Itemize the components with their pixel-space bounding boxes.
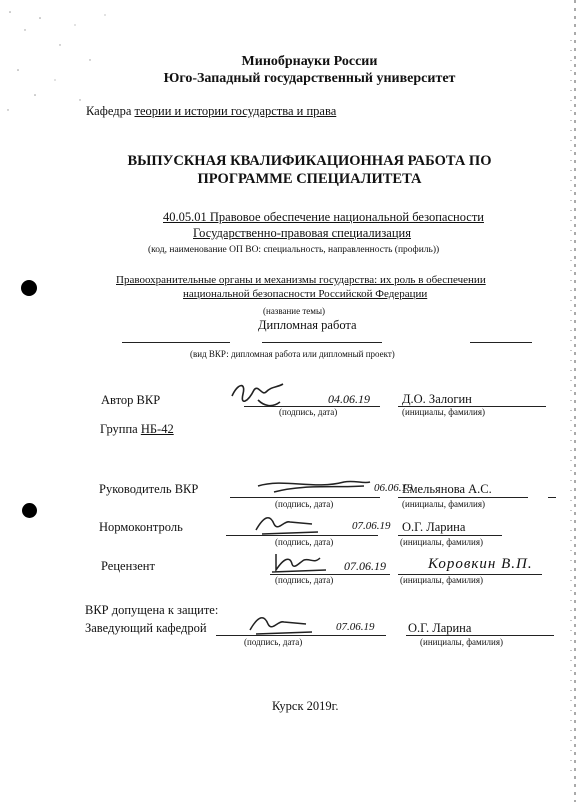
- supervisor-signature: [254, 472, 374, 498]
- admission-signature: [246, 610, 316, 638]
- reviewer-date: 07.06.19: [344, 559, 386, 573]
- admission-sign-caption: (подпись, дата): [244, 637, 303, 647]
- scan-noise-right-edge: [559, 0, 579, 802]
- punch-hole-bottom: [22, 503, 37, 518]
- normcontrol-name-caption: (инициалы, фамилия): [400, 537, 483, 547]
- supervisor-name-caption: (инициалы, фамилия): [402, 499, 485, 509]
- admission-name: О.Г. Ларина: [408, 621, 472, 635]
- admission-date: 07.06.19: [336, 621, 375, 633]
- department-name: теории и истории государства и права: [134, 104, 337, 118]
- topic-caption: (название темы): [263, 306, 326, 316]
- normcontrol-signature: [252, 510, 322, 538]
- normcontrol-name-line: [398, 535, 502, 536]
- normcontrol-date: 07.06.19: [352, 520, 391, 532]
- admission-name-line: [406, 635, 554, 636]
- supervisor-date: 06.06.19: [374, 482, 413, 494]
- supervisor-name: Емельянова А.С.: [402, 482, 492, 496]
- topic-line2: национальной безопасности Российской Федерации: [183, 288, 428, 300]
- program-caption: (код, наименование ОП ВО: специальность, направленность (профиль)): [148, 245, 440, 255]
- supervisor-sign-line: [230, 497, 380, 498]
- department-prefix: Кафедра: [86, 104, 132, 118]
- author-sign-caption: (подпись, дата): [279, 407, 338, 417]
- punch-hole-top: [21, 280, 37, 296]
- author-name-caption: (инициалы, фамилия): [402, 407, 485, 417]
- university-name: Юго-Западный государственный университет: [163, 71, 456, 86]
- department-line: [86, 104, 336, 119]
- author-label: Автор ВКР: [101, 393, 161, 407]
- reviewer-name: Коровкин В.П.: [428, 556, 533, 572]
- program-line1: 40.05.01 Правовое обеспечение национальной безопасности: [163, 210, 484, 224]
- work-type-underline-mid: [262, 342, 382, 343]
- work-type-underline-right: [470, 342, 532, 343]
- ministry-name: Минобрнауки России: [241, 54, 378, 69]
- author-date: 04.06.19: [328, 392, 370, 406]
- normcontrol-name: О.Г. Ларина: [402, 520, 466, 534]
- admission-head-label: Заведующий кафедрой: [85, 621, 207, 635]
- normcontrol-sign-caption: (подпись, дата): [275, 537, 334, 547]
- normcontrol-label: Нормоконтроль: [99, 520, 183, 534]
- reviewer-signature: [270, 548, 330, 576]
- reviewer-label: Рецензент: [101, 559, 155, 573]
- reviewer-name-caption: (инициалы, фамилия): [400, 575, 483, 585]
- topic-line1: Правоохранительные органы и механизмы государства: их роль в обеспечении: [116, 274, 486, 286]
- admission-heading: ВКР допущена к защите:: [85, 603, 219, 617]
- supervisor-extra-line: [548, 497, 556, 498]
- document-title-line1: ВЫПУСКНАЯ КВАЛИФИКАЦИОННАЯ РАБОТА ПО: [127, 153, 492, 169]
- reviewer-sign-caption: (подпись, дата): [275, 575, 334, 585]
- work-type-value: Дипломная работа: [258, 318, 357, 332]
- supervisor-label: Руководитель ВКР: [99, 482, 199, 496]
- normcontrol-sign-line: [226, 535, 378, 536]
- work-type-underline-left: [122, 342, 230, 343]
- work-type-caption: (вид ВКР: дипломная работа или дипломный проект): [190, 349, 395, 359]
- group-label: Группа: [100, 422, 138, 436]
- supervisor-name-line: [398, 497, 528, 498]
- supervisor-sign-caption: (подпись, дата): [275, 499, 334, 509]
- city-year: Курск 2019г.: [272, 699, 339, 713]
- author-name: Д.О. Залогин: [402, 392, 472, 406]
- admission-name-caption: (инициалы, фамилия): [420, 637, 503, 647]
- document-title-line2: ПРОГРАММЕ СПЕЦИАЛИТЕТА: [197, 171, 422, 187]
- admission-sign-line: [216, 635, 386, 636]
- group-value: НБ-42: [140, 422, 174, 436]
- program-line2: Государственно-правовая специализация: [193, 226, 411, 240]
- group-line: [100, 422, 174, 437]
